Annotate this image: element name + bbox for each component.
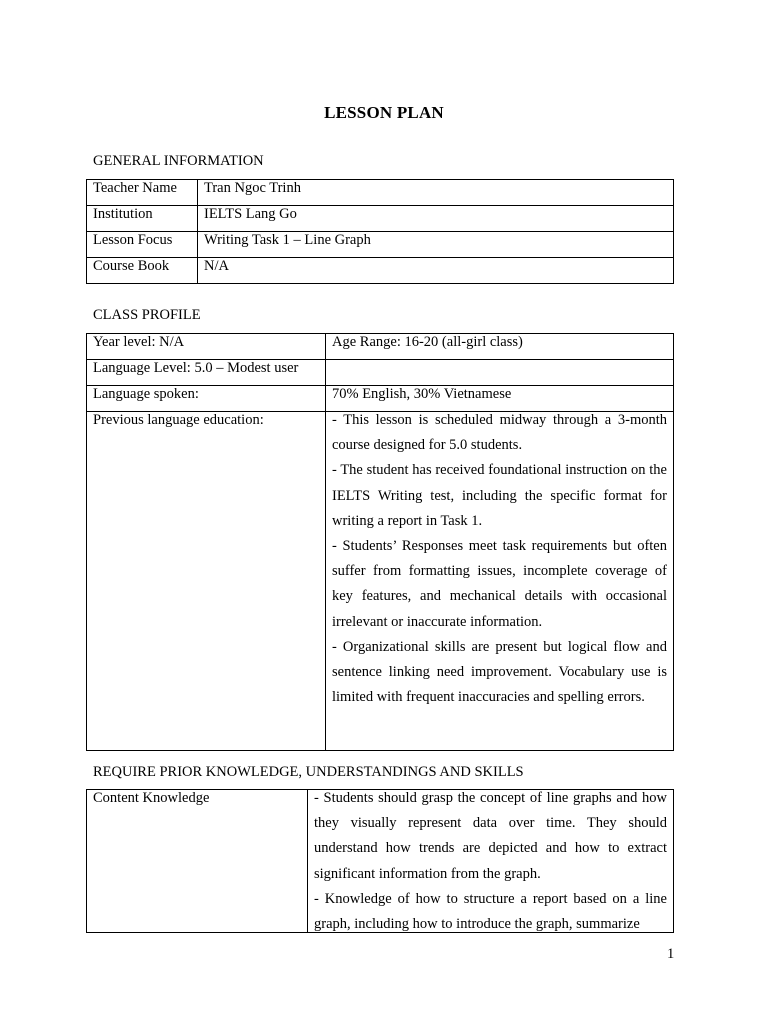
language-level-cell: Language Level: 5.0 – Modest user	[87, 360, 326, 386]
course-book-label: Course Book	[87, 258, 198, 284]
content-knowledge-cell	[308, 790, 674, 933]
prior-knowledge-heading: REQUIRE PRIOR KNOWLEDGE, UNDERSTANDINGS AND SKILLS	[93, 764, 524, 780]
teacher-name-label: Teacher Name	[87, 180, 198, 206]
prev-education-cell	[326, 412, 674, 751]
content-knowledge-point: - Knowledge of how to structure a report based on a line graph, including how to introduce the graph, summarize	[314, 890, 667, 932]
general-info-heading: GENERAL INFORMATION	[93, 153, 264, 169]
lesson-focus-value: Writing Task 1 – Line Graph	[198, 232, 674, 258]
table-row	[87, 232, 674, 258]
prev-education-point: - This lesson is scheduled midway through a 3-month course designed for 5.0 students.	[332, 412, 667, 454]
institution-value: IELTS Lang Go	[198, 206, 674, 232]
prev-education-point: - The student has received foundational instruction on the IELTS Writing test, including the specific format for writing a report in Task 1.	[332, 462, 667, 529]
table-row	[87, 258, 674, 284]
class-profile-heading: CLASS PROFILE	[93, 307, 201, 323]
page-number: 1	[667, 946, 675, 962]
content-knowledge-point: - Students should grasp the concept of line graphs and how they visually represent data over time. They should understand how trends are depicted and how to extract significant information from the graph.	[314, 790, 667, 882]
teacher-name-value: Tran Ngoc Trinh	[198, 180, 674, 206]
prev-education-point: - Organizational skills are present but logical flow and sentence linking need improvement. Vocabulary use is limited with frequent inaccuracies and spelling errors.	[332, 638, 667, 706]
page-title: LESSON PLAN	[324, 103, 444, 122]
table-row	[87, 180, 674, 206]
age-range-cell: Age Range: 16-20 (all-girl class)	[326, 334, 674, 360]
table-row	[87, 360, 674, 386]
prev-education-label: Previous language education:	[87, 412, 326, 751]
language-spoken-label: Language spoken:	[87, 386, 326, 412]
prev-education-point: - Students’ Responses meet task requirements but often suffer from formatting issues, incomplete coverage of key features, and mechanical details with occasional irrelevant or inaccurate information.	[332, 538, 667, 630]
empty-cell	[326, 360, 674, 386]
table-row	[87, 334, 674, 360]
general-info-table	[86, 179, 674, 284]
table-row	[87, 412, 674, 751]
lesson-focus-label: Lesson Focus	[87, 232, 198, 258]
table-row	[87, 206, 674, 232]
prior-knowledge-table	[86, 789, 674, 933]
table-row	[87, 790, 674, 933]
course-book-value: N/A	[198, 258, 674, 284]
class-profile-table	[86, 333, 674, 751]
year-level-cell: Year level: N/A	[87, 334, 326, 360]
content-knowledge-label: Content Knowledge	[87, 790, 308, 933]
institution-label: Institution	[87, 206, 198, 232]
language-spoken-value: 70% English, 30% Vietnamese	[326, 386, 674, 412]
